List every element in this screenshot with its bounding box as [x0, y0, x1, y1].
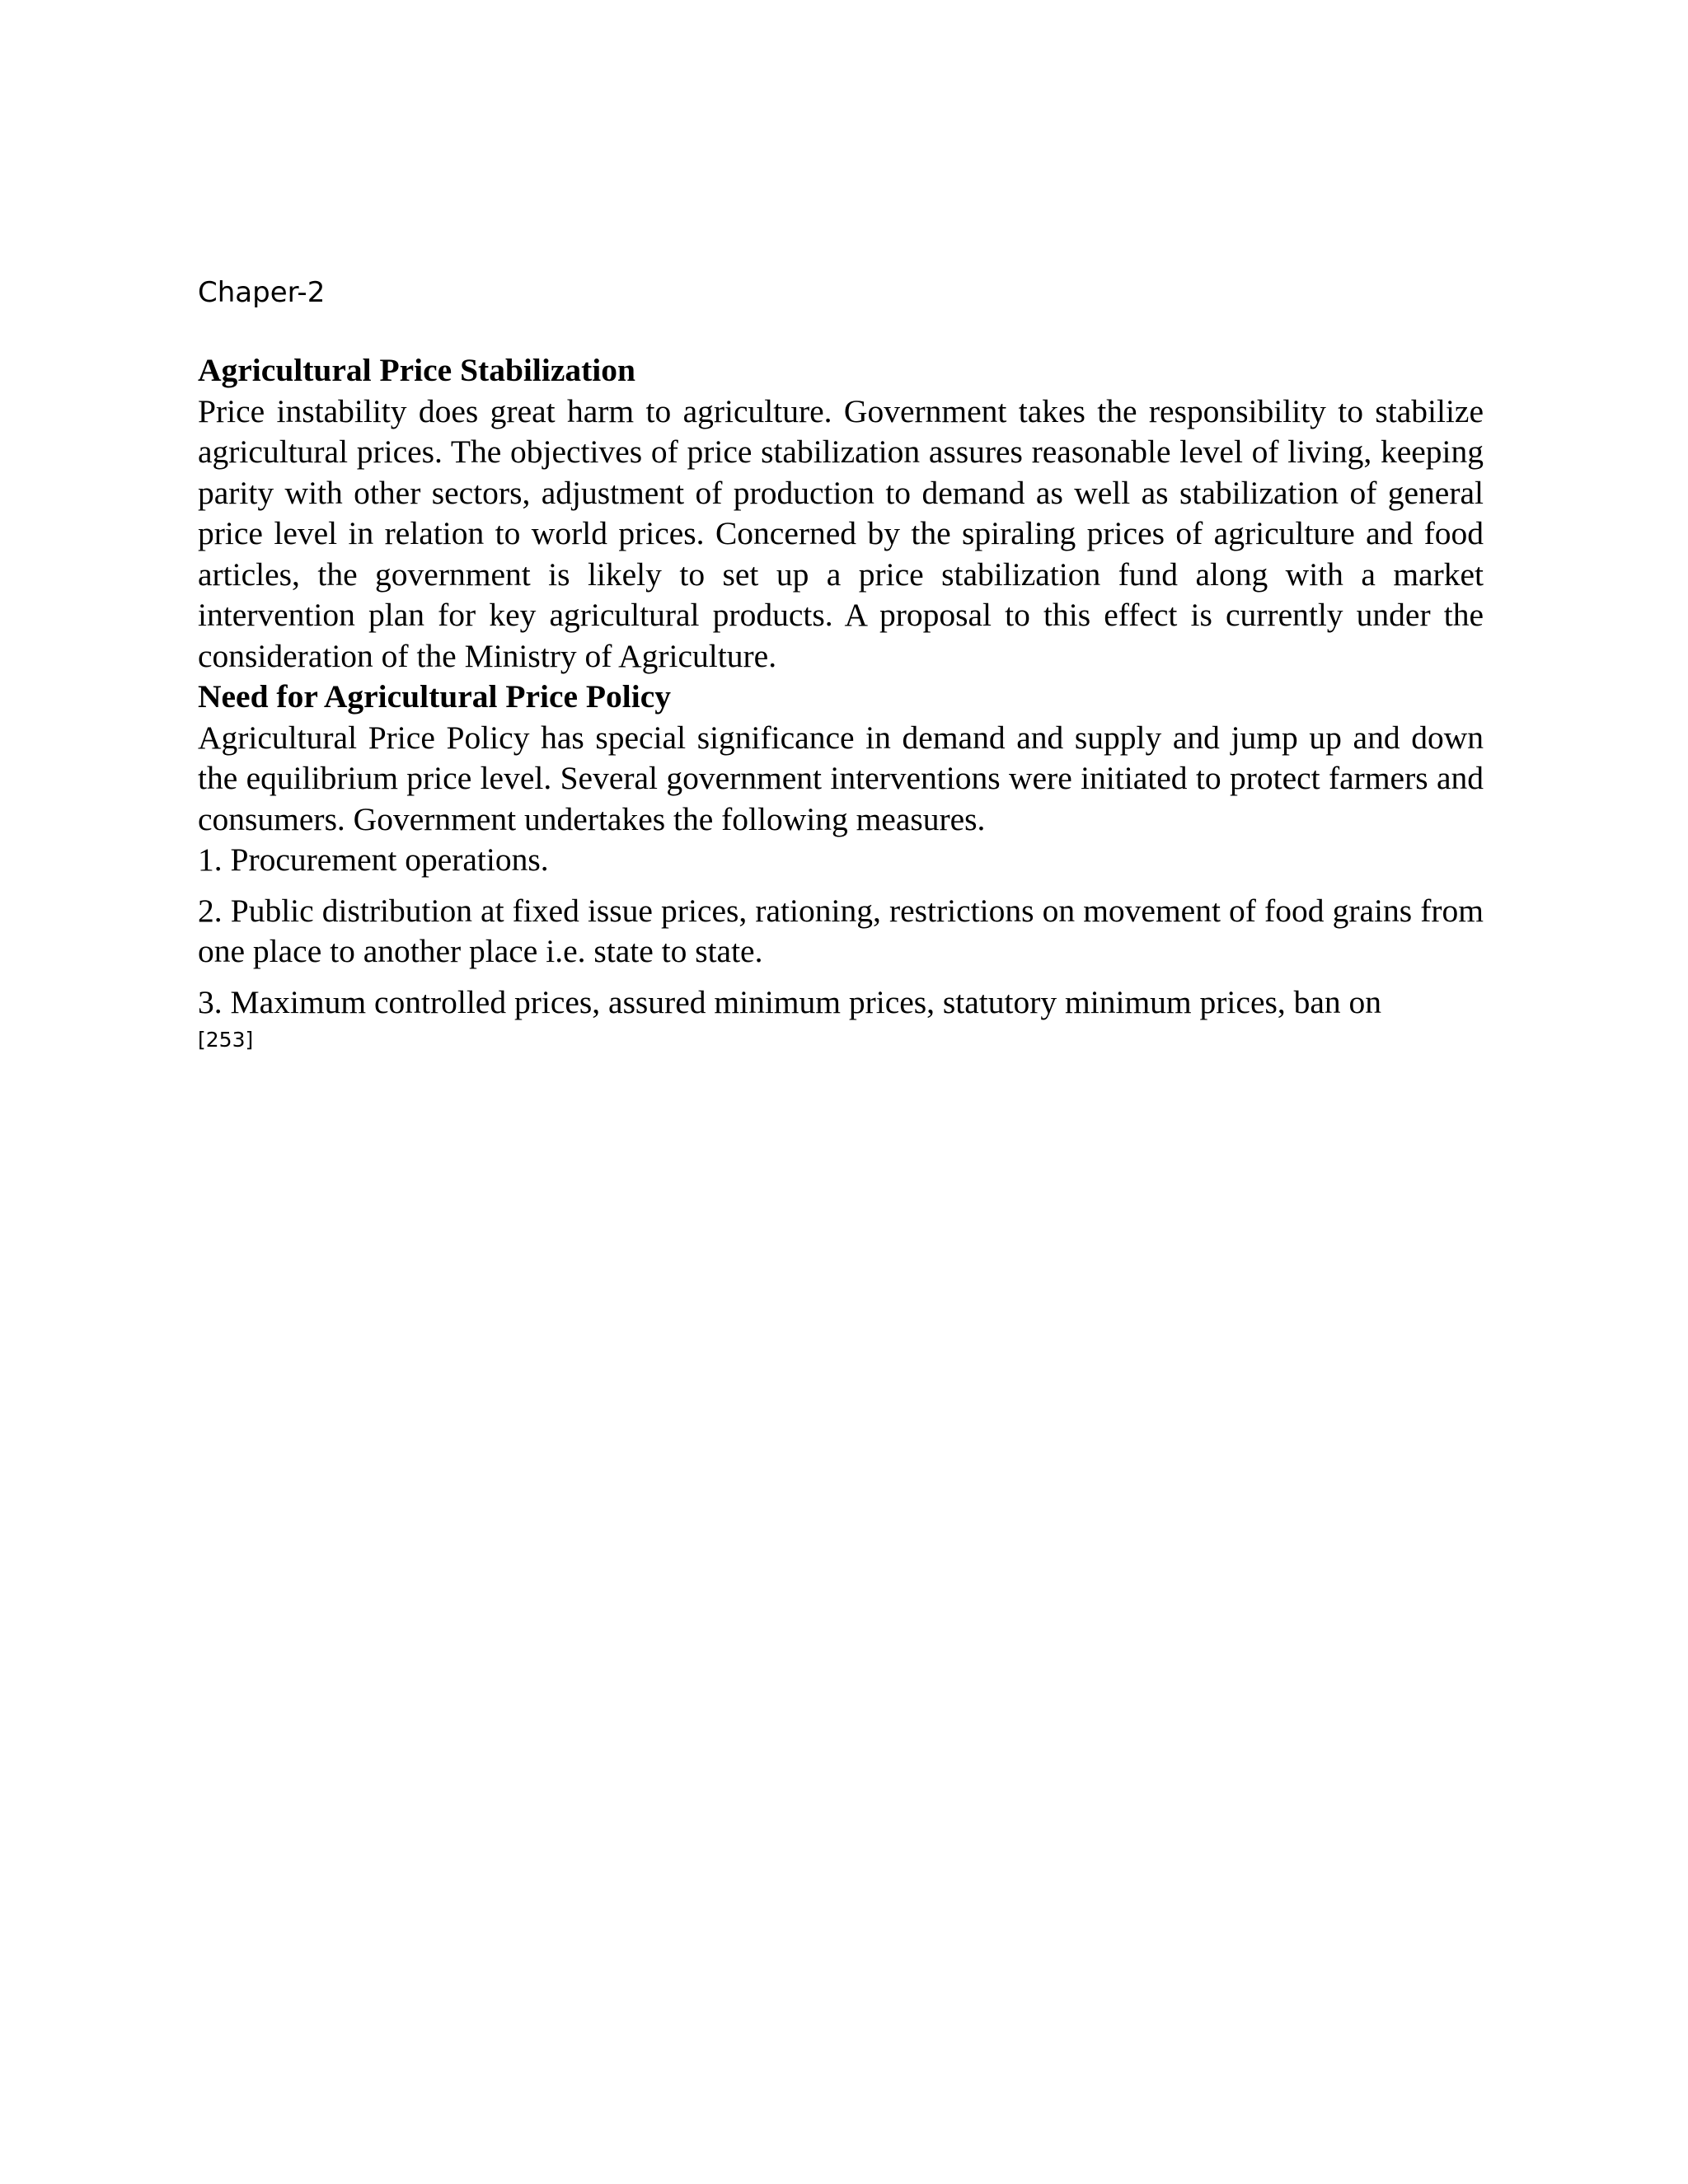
- paragraph-price-stabilization: Price instability does great harm to agriculture. Government takes the responsibility to stabilize agricultural prices. The objectives of price stabilization assures reasonable level of living, keeping parity with other sectors, adjustment of production to demand as well as stabilization of general price level in relation to world prices. Concerned by the spiraling prices of agriculture and food articles, the government is likely to set up a price stabilization fund along with a market intervention plan for key agricultural products. A proposal to this effect is currently under the consideration of the Ministry of Agriculture.: [198, 392, 1484, 674]
- section-heading-price-stabilization: Agricultural Price Stabilization: [198, 352, 635, 388]
- list-item-controlled-prices: 3. Maximum controlled prices, assured minimum prices, statutory minimum prices, ban on: [198, 983, 1382, 1020]
- page-number: [253]: [198, 1028, 254, 1052]
- section-heading-price-policy: Need for Agricultural Price Policy: [198, 678, 672, 715]
- document-body: [198, 350, 1484, 1054]
- list-item-public-distribution: 2. Public distribution at fixed issue prices, rationing, restrictions on movement of food grains from one place to another place i.e. state to state.: [198, 892, 1484, 969]
- paragraph-price-policy: Agricultural Price Policy has special significance in demand and supply and jump up and down the equilibrium price level. Several government interventions were initiated to protect farmers and consumers. Government undertakes the following measures.: [198, 719, 1484, 837]
- list-item-procurement: 1. Procurement operations.: [198, 841, 549, 878]
- chapter-label: Chaper-2: [198, 276, 326, 309]
